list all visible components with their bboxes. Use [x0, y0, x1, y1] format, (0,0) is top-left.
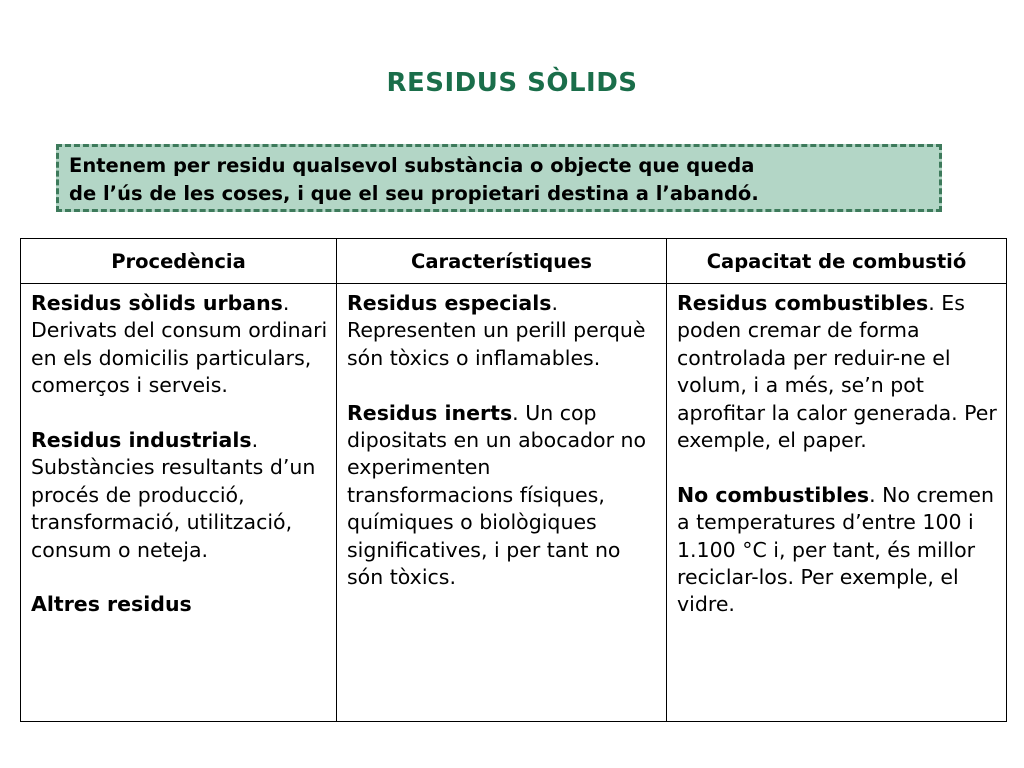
header-procedencia: Procedència — [21, 239, 337, 284]
residu-entry — [677, 482, 998, 619]
residus-table — [20, 238, 1007, 722]
residu-description: . Es poden cremar de forma controlada per reduir-ne el volum, i a més, se’n pot aprofitar la calor generada. Per exemple, el paper. — [677, 291, 997, 453]
residu-term: Residus sòlids urbans — [31, 291, 283, 315]
table-header-row — [21, 239, 1007, 284]
residu-entry — [31, 427, 328, 564]
cell-caracteristiques — [337, 284, 667, 722]
residu-description: . Un cop dipositats en un abocador no experimenten transformacions físiques, químiques o biològiques significatives, i per tant no són tòxics. — [347, 400, 647, 590]
residu-entry — [31, 290, 328, 400]
page-title: RESIDUS SÒLIDS — [386, 68, 638, 98]
residu-term: Altres residus — [31, 592, 192, 617]
residu-entry — [677, 290, 998, 454]
cell-procedencia — [21, 284, 337, 722]
residu-description: . Substàncies resultants d’un procés de producció, transformació, utilització, consum o neteja. — [31, 428, 316, 562]
definition-line: Entenem per residu qualsevol substància o objecte que queda — [69, 154, 755, 177]
table-row — [21, 284, 1007, 722]
residu-term: Residus especials — [347, 291, 552, 315]
residu-term: Residus inerts — [347, 400, 513, 425]
header-caracteristiques: Característiques — [337, 239, 667, 284]
definition-box — [56, 144, 942, 212]
cell-capacitat-combustio — [667, 284, 1007, 722]
header-capacitat-combustio: Capacitat de combustió — [667, 239, 1007, 284]
residu-entry — [31, 591, 328, 618]
residu-term: Residus combustibles — [677, 291, 929, 315]
residu-term: Residus industrials — [31, 428, 252, 453]
residu-description: . Representen un perill perquè són tòxics o inflamables. — [347, 291, 646, 370]
residu-entry — [347, 290, 658, 372]
residu-term: No combustibles — [677, 482, 870, 507]
residu-entry — [347, 400, 658, 592]
residu-description: . No cremen a temperatures d’entre 100 i 1.100 °C i, per tant, és millor reciclar-los. Per exemple, el vidre. — [677, 482, 994, 617]
residu-description: . Derivats del consum ordinari en els domicilis particulars, comerços i serveis. — [31, 291, 328, 398]
definition-line: de l’ús de les coses, i que el seu propietari destina a l’abandó. — [69, 182, 759, 205]
